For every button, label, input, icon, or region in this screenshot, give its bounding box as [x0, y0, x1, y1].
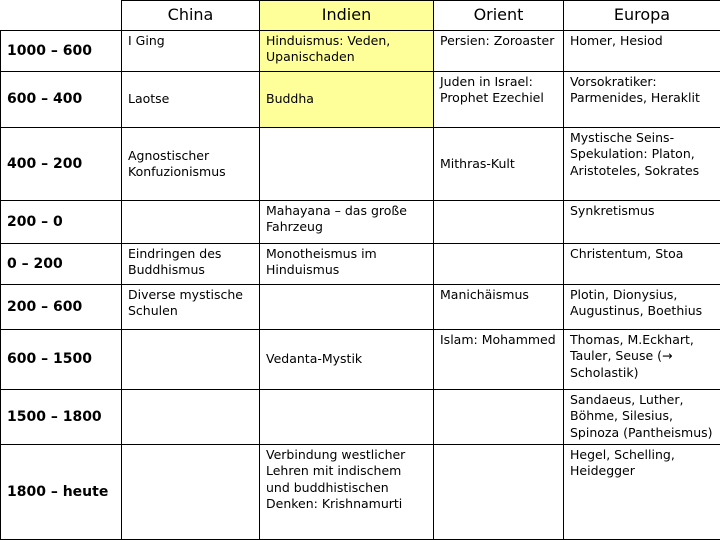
- china-cell: Diverse mystische Schulen: [122, 285, 260, 330]
- indien-cell: Vedanta-Mystik: [260, 330, 434, 390]
- indien-cell: [260, 128, 434, 201]
- table-row: [1, 330, 720, 390]
- china-cell: [122, 330, 260, 390]
- period-cell: 600 – 400: [1, 72, 122, 128]
- indien-cell: Monotheismus im Hinduismus: [260, 244, 434, 285]
- indien-cell: Hinduismus: Veden, Upanischaden: [260, 31, 434, 72]
- period-cell: 1800 – heute: [1, 445, 122, 540]
- indien-cell: Mahayana – das große Fahrzeug: [260, 201, 434, 244]
- header-row: [1, 1, 720, 31]
- china-cell: I Ging: [122, 31, 260, 72]
- table-row: [1, 390, 720, 445]
- europa-cell: Synkretismus: [564, 201, 720, 244]
- europa-cell: Homer, Hesiod: [564, 31, 720, 72]
- table-row: [1, 128, 720, 201]
- indien-cell: [260, 390, 434, 445]
- orient-cell: Juden in Israel: Prophet Ezechiel: [434, 72, 564, 128]
- indien-cell: [260, 285, 434, 330]
- header-orient: Orient: [434, 1, 564, 31]
- china-cell: [122, 201, 260, 244]
- period-cell: 1500 – 1800: [1, 390, 122, 445]
- europa-cell: Hegel, Schelling, Heidegger: [564, 445, 720, 540]
- indien-cell: Verbindung westlicher Lehren mit indischem und buddhistischen Denken: Krishnamurti: [260, 445, 434, 540]
- table-row: [1, 72, 720, 128]
- orient-cell: [434, 244, 564, 285]
- indien-cell: Buddha: [260, 72, 434, 128]
- europa-cell: Christentum, Stoa: [564, 244, 720, 285]
- orient-cell: Mithras-Kult: [434, 128, 564, 201]
- period-cell: 400 – 200: [1, 128, 122, 201]
- china-cell: [122, 390, 260, 445]
- period-cell: 200 – 0: [1, 201, 122, 244]
- period-cell: 0 – 200: [1, 244, 122, 285]
- period-cell: 200 – 600: [1, 285, 122, 330]
- orient-cell: Manichäismus: [434, 285, 564, 330]
- europa-cell: Plotin, Dionysius, Augustinus, Boethius: [564, 285, 720, 330]
- europa-cell: Sandaeus, Luther, Böhme, Silesius, Spinoza (Pantheismus): [564, 390, 720, 445]
- europa-cell: Mystische Seins-Spekulation: Platon, Aristoteles, Sokrates: [564, 128, 720, 201]
- china-cell: Eindringen des Buddhismus: [122, 244, 260, 285]
- orient-cell: [434, 390, 564, 445]
- orient-cell: Islam: Mohammed: [434, 330, 564, 390]
- header-china: China: [122, 1, 260, 31]
- period-cell: 1000 – 600: [1, 31, 122, 72]
- header-europa: Europa: [564, 1, 720, 31]
- table-row: [1, 445, 720, 540]
- orient-cell: Persien: Zoroaster: [434, 31, 564, 72]
- header-indien: Indien: [260, 1, 434, 31]
- orient-cell: [434, 445, 564, 540]
- europa-cell: Thomas, M.Eckhart, Tauler, Seuse (→ Scholastik): [564, 330, 720, 390]
- table-row: [1, 285, 720, 330]
- orient-cell: [434, 201, 564, 244]
- corner-cell: [1, 1, 122, 31]
- china-cell: [122, 445, 260, 540]
- table-row: [1, 244, 720, 285]
- europa-cell: Vorsokratiker: Parmenides, Heraklit: [564, 72, 720, 128]
- china-cell: Agnostischer Konfuzionismus: [122, 128, 260, 201]
- table-row: [1, 201, 720, 244]
- table-row: [1, 31, 720, 72]
- period-cell: 600 – 1500: [1, 330, 122, 390]
- china-cell: Laotse: [122, 72, 260, 128]
